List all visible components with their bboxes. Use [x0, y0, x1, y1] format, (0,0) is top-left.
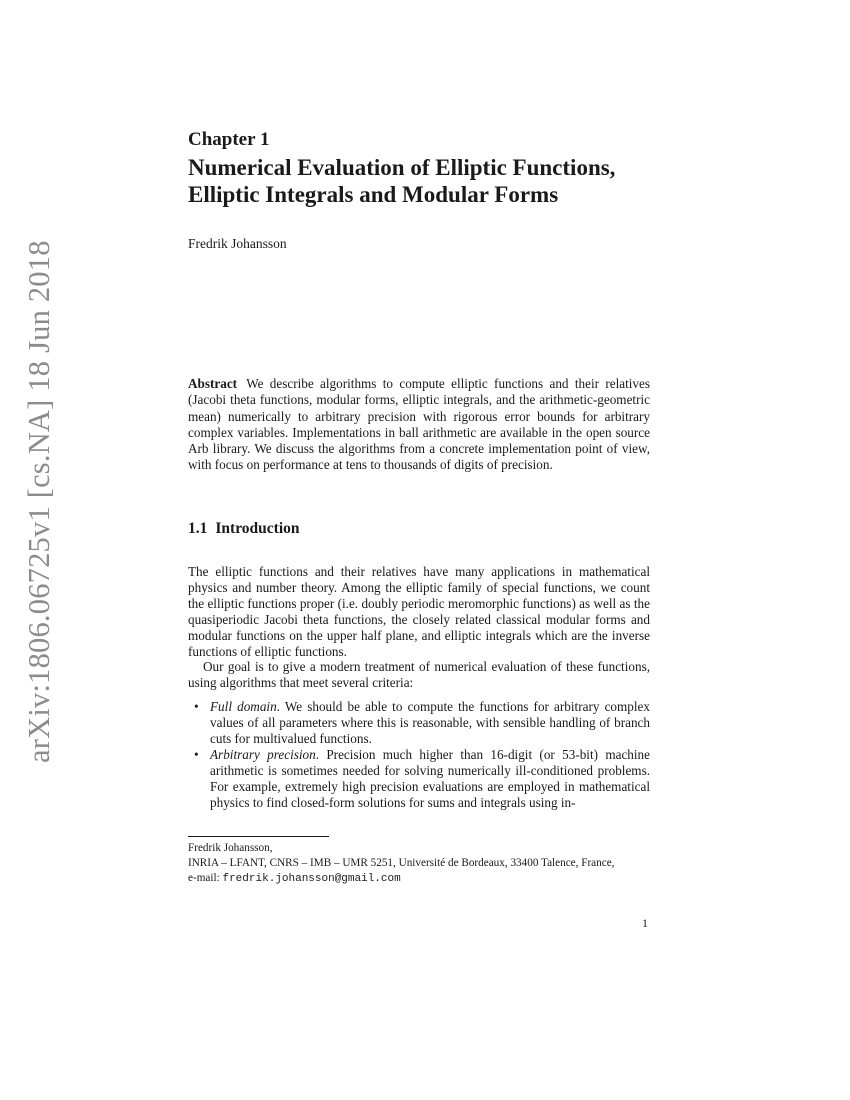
list-item-text: . Precision much higher than 16-digit (or 53-bit) machine arithmetic is sometimes needed for solving numerically ill-conditioned problems. For example, extremely high precision evaluations are employed in mathematical physics to find closed-form solutions for sums and integrals using in-: [210, 746, 650, 810]
section-number: 1.1: [188, 520, 208, 537]
footnote-email-link[interactable]: fredrik.johansson@gmail.com: [222, 873, 401, 886]
abstract-label: Abstract: [188, 376, 238, 391]
paragraph: Our goal is to give a modern treatment of numerical evaluation of these functions, using algorithms that meet several criteria:: [188, 659, 650, 691]
footnote-email-label: e-mail:: [188, 872, 220, 885]
footnote-name: Fredrik Johansson,: [188, 842, 273, 854]
list-item-term: Full domain: [210, 699, 277, 715]
section-heading: [188, 520, 300, 538]
list-item: [188, 699, 650, 747]
footnote-divider: [188, 836, 329, 837]
chapter-title-line-2: Elliptic Integrals and Modular Forms: [188, 182, 559, 207]
list-item-text: . We should be able to compute the functions for arbitrary complex values of all parameters where this is reasonable, with sensible handling of branch cuts for multivalued functions.: [210, 699, 650, 747]
bullet-icon: •: [194, 746, 199, 762]
criteria-list: [188, 699, 650, 810]
footnote-email-line: [188, 871, 658, 887]
bullet-icon: •: [194, 699, 199, 715]
abstract-text: We describe algorithms to compute elliptic functions and their relatives (Jacobi theta functions, modular forms, elliptic integrals, and the arithmetic-geometric mean) numerically to arbitrary precision with rigorous error bounds for arbitrary complex variables. Implementations in ball arithmetic are available in the open source Arb library. We discuss the algorithms from a concrete implementation point of view, with focus on performance at tens to thousands of digits of precision.: [188, 376, 651, 473]
list-item-term: Arbitrary precision: [210, 746, 316, 762]
section-title: Introduction: [215, 520, 300, 537]
chapter-label: Chapter 1: [188, 129, 270, 150]
footnote: [188, 841, 658, 888]
abstract: [188, 376, 650, 474]
footnote-affiliation: INRIA – LFANT, CNRS – IMB – UMR 5251, Université de Bordeaux, 33400 Talence, France,: [188, 857, 615, 870]
arxiv-identifier-stamp: arXiv:1806.06725v1 [cs.NA] 18 Jun 2018: [22, 240, 56, 763]
author-name: Fredrik Johansson: [188, 236, 287, 251]
page-number: 1: [642, 916, 648, 930]
chapter-title-line-1: Numerical Evaluation of Elliptic Functions,: [188, 155, 616, 180]
paragraph: The elliptic functions and their relatives have many applications in mathematical physics and number theory. Among the elliptic family of special functions, we count the elliptic functions proper (i.e. doubly periodic meromorphic functions) as well as the quasiperiodic Jacobi theta functions, the closely related classical modular forms and modular functions on the upper half plane, and elliptic integrals which are the inverse functions of elliptic functions.: [188, 564, 650, 659]
list-item: [188, 747, 650, 811]
body-text: [188, 564, 650, 811]
chapter-title: [188, 154, 658, 208]
